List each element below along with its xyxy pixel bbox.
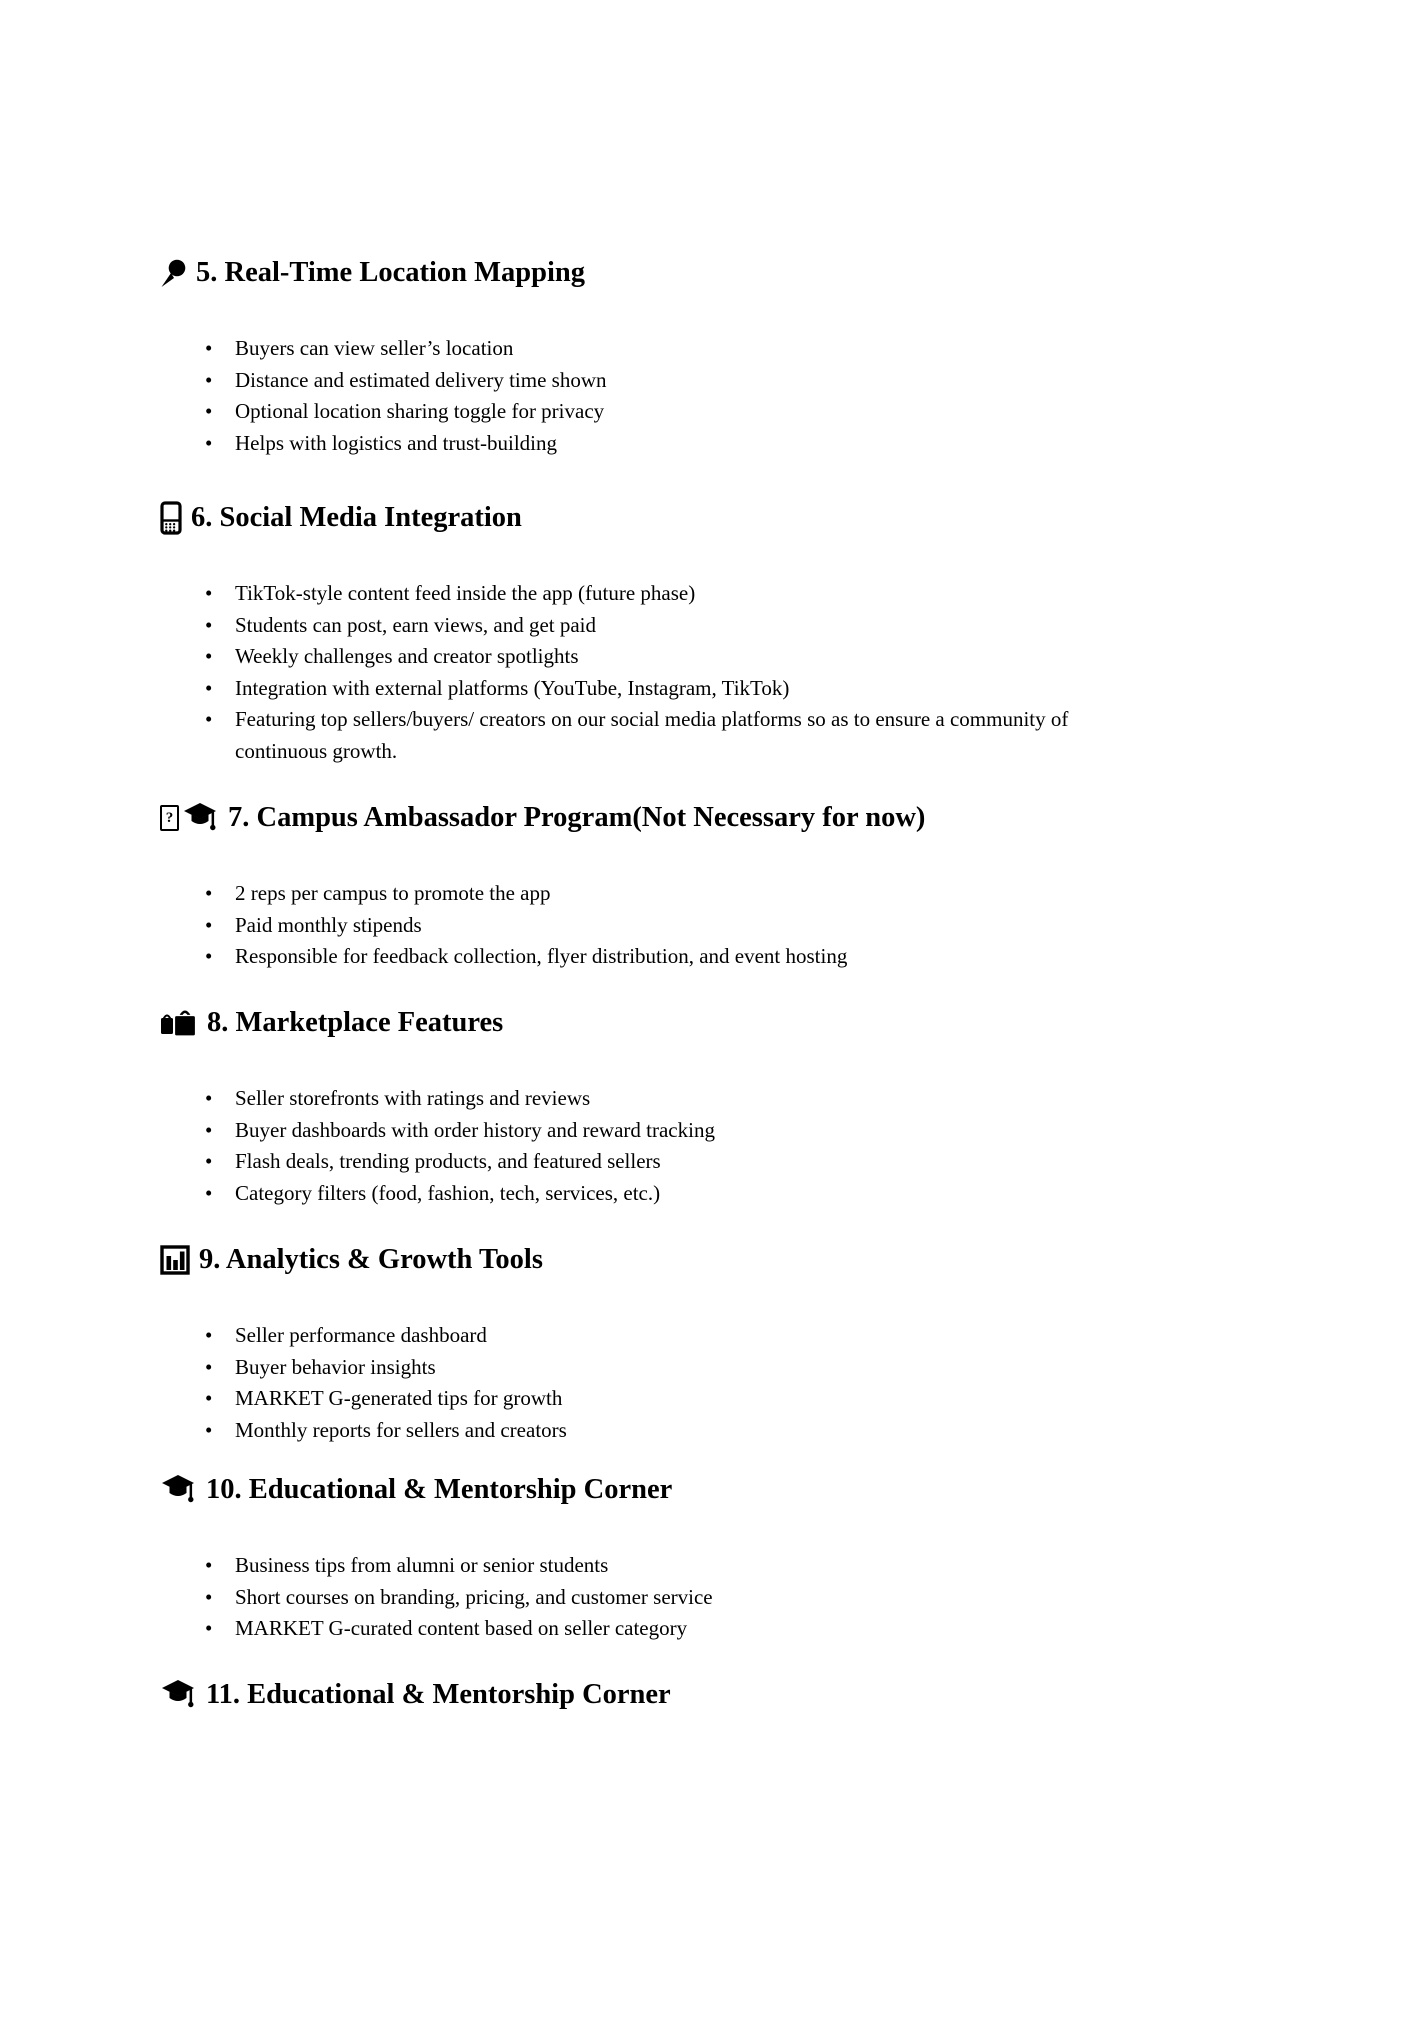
bullet-item: • Buyer behavior insights (160, 1352, 1075, 1384)
section-10-bullet-list (160, 1550, 1075, 1645)
bullet-item: • Flash deals, trending products, and featured sellers (160, 1146, 1075, 1178)
section-6-heading (160, 498, 1120, 538)
bullet-item: • Students can post, earn views, and get paid (160, 610, 1075, 642)
section-9-heading (160, 1240, 1120, 1280)
section-7-heading (160, 798, 1120, 838)
section-9-bullet-list (160, 1320, 1075, 1446)
bullet-item: • Buyers can view seller’s location (160, 333, 1075, 365)
graduation-cap-icon (182, 802, 219, 835)
bullet-item: • Buyer dashboards with order history and reward tracking (160, 1115, 1075, 1147)
bullet-item: • Monthly reports for sellers and creators (160, 1415, 1075, 1447)
section-7-bullet-list (160, 878, 1075, 973)
section-educational-mentorship-corner-10 (160, 1470, 1120, 1645)
bullet-item: • Category filters (food, fashion, tech, services, etc.) (160, 1178, 1075, 1210)
section-campus-ambassador-program (160, 798, 1120, 973)
section-social-media-integration (160, 498, 1120, 767)
missing-glyph-box-icon: ? (160, 805, 179, 831)
bullet-item: • Short courses on branding, pricing, and customer service (160, 1582, 1075, 1614)
bullet-item: • Weekly challenges and creator spotlights (160, 641, 1075, 673)
section-8-bullet-list (160, 1083, 1075, 1209)
section-7-title: 7. Campus Ambassador Program(Not Necessary for now) (228, 802, 926, 833)
graduation-cap-icon (160, 1474, 197, 1507)
section-analytics-growth-tools (160, 1240, 1120, 1446)
section-10-heading (160, 1470, 1120, 1510)
section-6-title: 6. Social Media Integration (191, 502, 522, 533)
bullet-item: • Optional location sharing toggle for privacy (160, 396, 1075, 428)
section-11-heading (160, 1675, 1120, 1715)
section-5-bullet-list (160, 333, 1075, 459)
section-11-title: 11. Educational & Mentorship Corner (206, 1679, 671, 1710)
section-real-time-location-mapping (160, 253, 1120, 459)
bullet-item: • Seller storefronts with ratings and reviews (160, 1083, 1075, 1115)
bullet-item: • Paid monthly stipends (160, 910, 1075, 942)
round-pushpin-icon (160, 258, 187, 289)
bullet-item: • MARKET G-curated content based on seller category (160, 1613, 1075, 1645)
bullet-item: • 2 reps per campus to promote the app (160, 878, 1075, 910)
bullet-item: • Helps with logistics and trust-building (160, 428, 1075, 460)
bullet-item: • Integration with external platforms (YouTube, Instagram, TikTok) (160, 673, 1075, 705)
section-8-title: 8. Marketplace Features (207, 1007, 504, 1038)
bullet-item: • TikTok-style content feed inside the app (future phase) (160, 578, 1075, 610)
section-8-heading (160, 1003, 1120, 1043)
bullet-item: • Business tips from alumni or senior students (160, 1550, 1075, 1582)
bullet-item: • Responsible for feedback collection, flyer distribution, and event hosting (160, 941, 1075, 973)
section-10-title: 10. Educational & Mentorship Corner (206, 1474, 673, 1505)
section-educational-mentorship-corner-11 (160, 1675, 1120, 1715)
bar-chart-icon (160, 1245, 190, 1275)
section-marketplace-features (160, 1003, 1120, 1209)
mobile-phone-icon (160, 501, 182, 535)
bullet-item: • Distance and estimated delivery time shown (160, 365, 1075, 397)
shopping-bags-icon (160, 1008, 198, 1038)
section-9-title: 9. Analytics & Growth Tools (199, 1244, 543, 1275)
section-5-title: 5. Real-Time Location Mapping (196, 257, 585, 288)
graduation-cap-icon (160, 1679, 197, 1712)
section-5-heading (160, 253, 1120, 293)
bullet-item: • MARKET G-generated tips for growth (160, 1383, 1075, 1415)
section-6-bullet-list (160, 578, 1075, 767)
bullet-item: • Featuring top sellers/buyers/ creators on our social media platforms so as to ensure a community of continuous growth. (160, 704, 1075, 767)
bullet-item: • Seller performance dashboard (160, 1320, 1075, 1352)
